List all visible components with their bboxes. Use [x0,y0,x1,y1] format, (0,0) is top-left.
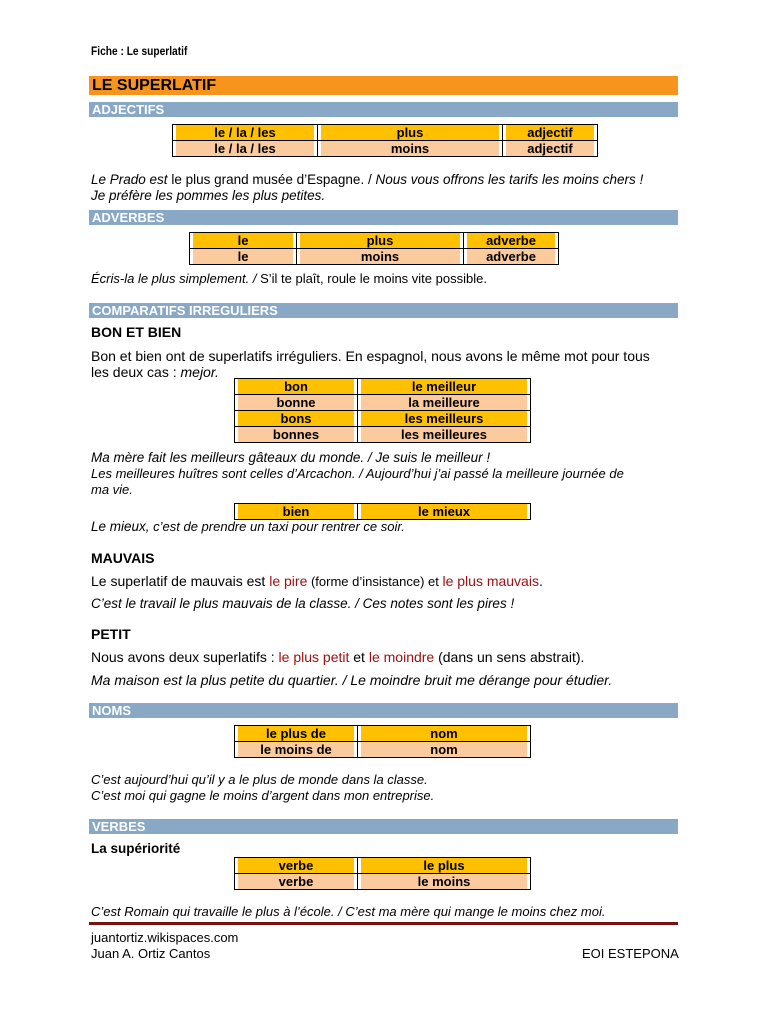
table-row: le moins de nom [235,742,531,758]
table-row: bien le mieux [235,504,531,520]
bon-bien-text: Bon et bien ont de superlatifs irréguliers. En espagnol, nous avons le même mot pour tous les deux cas : mejor. [91,348,650,380]
petit-text: Nous avons deux superlatifs : le plus petit et le moindre (dans un sens abstrait). [91,649,585,665]
petit-example: Ma maison est la plus petite du quartier. / Le moindre bruit me dérange pour étudier. [91,672,613,688]
table-row: le plus adverbe [190,233,559,249]
bien-example: Le mieux, c’est de prendre un taxi pour rentrer ce soir. [91,519,405,534]
adjectifs-examples: Le Prado est le plus grand musée d’Espagne. / Nous vous offrons les tarifs les moins chers ! Je préfère les pommes les plus petites. [91,172,644,203]
verbes-table [234,857,531,890]
title-bar [89,76,678,95]
table-row: le plus de nom [235,726,531,742]
subtitle-mauvais: MAUVAIS [91,550,155,566]
table-row: bons les meilleurs [235,411,531,427]
adverbes-examples: Écris-la le plus simplement. / S’il te plaît, roule le moins vite possible. [91,271,487,286]
section-noms: NOMS [89,703,678,718]
table-row: bonnes les meilleures [235,427,531,443]
adjectifs-table [172,124,598,157]
footer-site: juantortiz.wikispaces.com [91,930,239,945]
page-title: LE SUPERLATIF [92,77,217,94]
bon-examples: Ma mère fait les meilleurs gâteaux du monde. / Je suis le meilleur ! Les meilleures huîtres sont celles d’Arcachon. / Aujourd’hui j’ai passé la meilleure journée de ma vie. [91,450,624,497]
table-row: bon le meilleur [235,379,531,395]
section-adverbes: ADVERBES [89,210,678,225]
table-row: le / la / les moins adjectif [173,141,598,157]
document-header: Fiche : Le superlatif [91,44,188,58]
noms-examples: C’est aujourd’hui qu’il y a le plus de monde dans la classe. C’est moi qui gagne le moins d’argent dans mon entreprise. [91,772,435,803]
verbes-example: C’est Romain qui travaille le plus à l’école. / C’est ma mère qui mange le moins chez moi. [91,904,606,919]
bien-table [234,503,531,520]
table-row: verbe le plus [235,858,531,874]
subtitle-superiorite: La supériorité [91,841,181,856]
bon-bien-table [234,378,531,443]
subtitle-petit: PETIT [91,626,131,642]
section-comparatifs: COMPARATIFS IRREGULIERS [89,303,678,318]
section-adjectifs: ADJECTIFS [89,102,678,117]
table-row: le / la / les plus adjectif [173,125,598,141]
footer-school: EOI ESTEPONA [582,946,679,961]
footer-divider [89,922,678,925]
noms-table [234,725,531,758]
table-row: verbe le moins [235,874,531,890]
mauvais-example: C’est le travail le plus mauvais de la classe. / Ces notes sont les pires ! [91,596,515,611]
mauvais-text: Le superlatif de mauvais est le pire (forme d’insistance) et le plus mauvais. [91,573,543,589]
section-verbes: VERBES [89,819,678,834]
footer-author: Juan A. Ortiz Cantos [91,946,211,961]
table-row: bonne la meilleure [235,395,531,411]
adverbes-table [189,232,559,265]
table-row: le moins adverbe [190,249,559,265]
subtitle-bon-bien: BON ET BIEN [91,324,182,340]
